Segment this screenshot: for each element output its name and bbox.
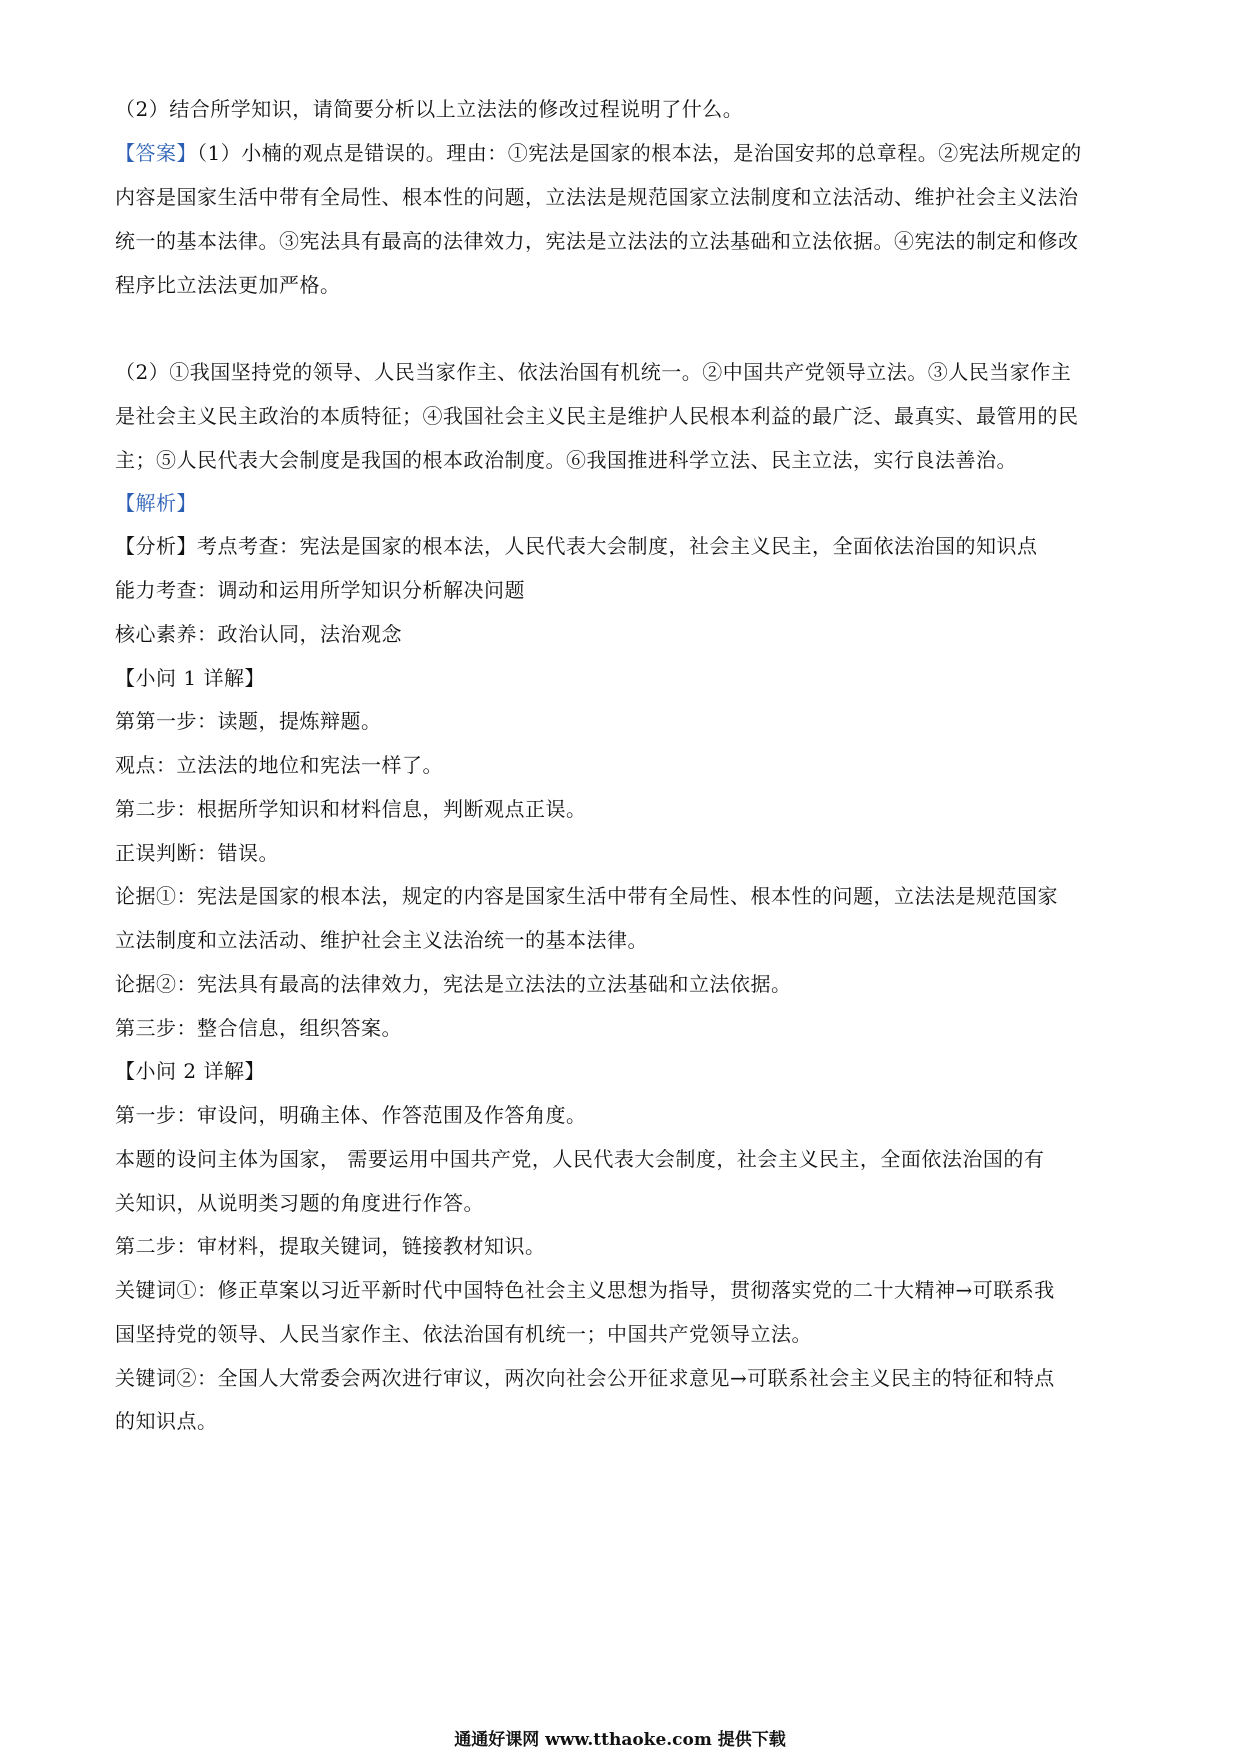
analysis-line: 观点：立法法的地位和宪法一样了。 <box>115 753 443 777</box>
analysis-line: 论据①：宪法是国家的根本法，规定的内容是国家生活中带有全局性、根本性的问题，立法法是规范国家 <box>115 884 1058 908</box>
answer-tag: 【答案】 <box>115 141 197 165</box>
sub-question-2-heading: 【小问 2 详解】 <box>115 1059 265 1083</box>
analysis-tag: 【解析】 <box>115 491 197 515</box>
analysis-line: 关键词①：修正草案以习近平新时代中国特色社会主义思想为指导，贯彻落实党的二十大精神→可联系我 <box>115 1278 1055 1302</box>
analysis-line: 【分析】考点考查：宪法是国家的根本法，人民代表大会制度，社会主义民主，全面依法治国的知识点 <box>115 534 1038 558</box>
analysis-line: 本题的设问主体为国家， 需要运用中国共产党，人民代表大会制度，社会主义民主，全面依法治国的有 <box>115 1147 1045 1171</box>
analysis-line: 正误判断：错误。 <box>115 841 279 865</box>
analysis-line: 能力考查：调动和运用所学知识分析解决问题 <box>115 578 525 602</box>
analysis-line: 关知识，从说明类习题的角度进行作答。 <box>115 1191 484 1215</box>
answer-part2-line: 是社会主义民主政治的本质特征；④我国社会主义民主是维护人民根本利益的最广泛、最真实、最管用的民 <box>115 404 1079 428</box>
analysis-line: 第二步：审材料，提取关键词，链接教材知识。 <box>115 1234 546 1258</box>
answer-part2-line: 主；⑤人民代表大会制度是我国的根本政治制度。⑥我国推进科学立法、民主立法，实行良法善治。 <box>115 448 1017 472</box>
page-footer: 通通好课网 www.tthaoke.com 提供下载 <box>454 1730 786 1750</box>
analysis-line: 第一步：审设问，明确主体、作答范围及作答角度。 <box>115 1103 587 1127</box>
analysis-line: 第二步：根据所学知识和材料信息，判断观点正误。 <box>115 797 587 821</box>
analysis-line: 核心素养：政治认同，法治观念 <box>115 622 402 646</box>
answer-part1-line: 内容是国家生活中带有全局性、根本性的问题，立法法是规范国家立法制度和立法活动、维护社会主义法治 <box>115 185 1079 209</box>
answer-part1-line: （1）小楠的观点是错误的。理由：①宪法是国家的根本法，是治国安邦的总章程。②宪法所规定的 <box>197 141 1082 165</box>
answer-part1-line: 统一的基本法律。③宪法具有最高的法律效力，宪法是立法法的立法基础和立法依据。④宪法的制定和修改 <box>115 229 1079 253</box>
question-2-text: （2）结合所学知识，请简要分析以上立法法的修改过程说明了什么。 <box>115 97 744 121</box>
sub-question-1-heading: 【小问 1 详解】 <box>115 666 265 690</box>
analysis-line: 第三步：整合信息，组织答案。 <box>115 1016 402 1040</box>
analysis-line: 关键词②：全国人大常委会两次进行审议，两次向社会公开征求意见→可联系社会主义民主的特征和特点 <box>115 1366 1055 1390</box>
analysis-line: 立法制度和立法活动、维护社会主义法治统一的基本法律。 <box>115 928 648 952</box>
analysis-line: 国坚持党的领导、人民当家作主、依法治国有机统一；中国共产党领导立法。 <box>115 1322 812 1346</box>
analysis-line: 第第一步：读题，提炼辩题。 <box>115 709 382 733</box>
analysis-line: 论据②：宪法具有最高的法律效力，宪法是立法法的立法基础和立法依据。 <box>115 972 792 996</box>
answer-part2-line: （2）①我国坚持党的领导、人民当家作主、依法治国有机统一。②中国共产党领导立法。③人民当家作主 <box>115 360 1072 384</box>
answer-part1-line: 程序比立法法更加严格。 <box>115 273 341 297</box>
answer-line-1 <box>115 139 1135 167</box>
analysis-line: 的知识点。 <box>115 1409 218 1433</box>
